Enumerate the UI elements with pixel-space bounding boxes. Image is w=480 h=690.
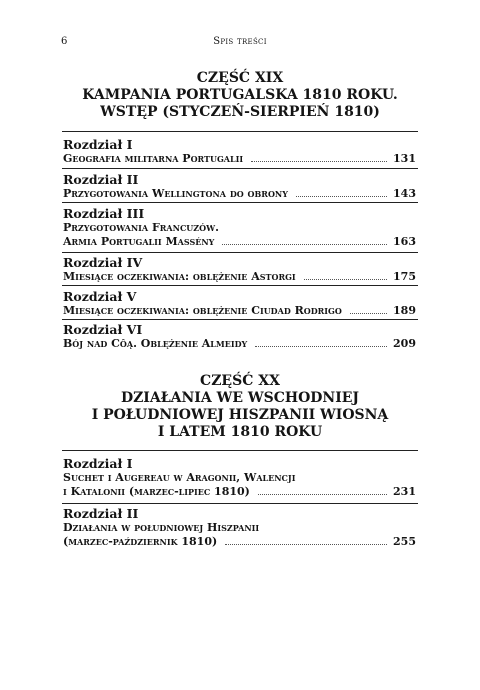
leader-dots (296, 196, 387, 197)
leader-dots (222, 244, 387, 245)
part-label: CZĘŚĆ XIX (196, 70, 284, 86)
toc-entry[interactable] (63, 255, 416, 284)
divider (62, 319, 418, 320)
toc-entry[interactable] (63, 172, 416, 201)
chapter-label: Rozdział IV (63, 255, 143, 270)
toc-entry[interactable] (63, 506, 416, 549)
leader-dots (255, 346, 387, 347)
chapter-label: Rozdział II (63, 172, 139, 187)
divider (62, 202, 418, 203)
page-ref: 189 (393, 304, 416, 317)
toc-entry[interactable] (63, 289, 416, 318)
chapter-label: Rozdział VI (63, 322, 143, 337)
toc-entry[interactable] (63, 137, 416, 166)
part-heading (0, 373, 480, 441)
toc-entry[interactable] (63, 322, 416, 351)
chapter-label: Rozdział V (63, 289, 137, 304)
chapter-title: Działania w południowej Hiszpanii (63, 521, 260, 534)
leader-dots (350, 313, 387, 314)
chapter-title: Bój nad Côą. Oblężenie Almeidy (63, 337, 248, 350)
leader-dots (225, 544, 387, 545)
part-title-line: I LATEM 1810 ROKU (157, 424, 323, 440)
leader-dots (304, 279, 387, 280)
page-ref: 131 (393, 152, 416, 165)
chapter-label: Rozdział I (63, 137, 133, 152)
page-ref: 209 (393, 337, 416, 350)
page-ref: 231 (393, 485, 416, 498)
toc-entry[interactable] (63, 206, 416, 249)
running-title: Spis treści (213, 36, 267, 47)
divider (62, 131, 418, 132)
part-title-line: DZIAŁANIA WE WSCHODNIEJ (120, 390, 360, 406)
toc-entry[interactable] (63, 456, 416, 499)
page-ref: 163 (393, 235, 416, 248)
chapter-title: Suchet i Augereau w Aragonii, Walencji (63, 471, 296, 484)
chapter-title: Geografia militarna Portugalii (63, 152, 244, 165)
leader-dots (258, 494, 387, 495)
chapter-label: Rozdział I (63, 456, 133, 471)
chapter-title: Przygotowania Francuzów. (63, 221, 219, 234)
chapter-title: Miesiące oczekiwania: oblężenie Ciudad Rodrigo (63, 304, 342, 317)
part-title-line: KAMPANIA PORTUGALSKA 1810 ROKU. (82, 87, 398, 103)
part-heading (0, 70, 480, 121)
divider (62, 168, 418, 169)
divider (62, 285, 418, 286)
chapter-label: Rozdział III (63, 206, 145, 221)
divider (62, 503, 418, 504)
chapter-title: (marzec-październik 1810) (63, 535, 218, 548)
part-title-line: I POŁUDNIOWEJ HISZPANII WIOSNĄ (91, 407, 389, 423)
chapter-title: Miesiące oczekiwania: oblężenie Astorgi (63, 270, 296, 283)
page-ref: 143 (393, 187, 416, 200)
chapter-title: Przygotowania Wellingtona do obrony (63, 187, 288, 200)
leader-dots (251, 161, 387, 162)
chapter-label: Rozdział II (63, 506, 139, 521)
chapter-title: Armia Portugalii Massény (63, 235, 215, 248)
part-label: CZĘŚĆ XX (200, 373, 280, 389)
chapter-title: i Katalonii (marzec-lipiec 1810) (63, 485, 250, 498)
page-ref: 175 (393, 270, 416, 283)
part-title-line: WSTĘP (STYCZEŃ-SIERPIEŃ 1810) (100, 104, 380, 120)
divider (62, 450, 418, 451)
divider (62, 252, 418, 253)
page-number: 6 (61, 36, 68, 47)
page-ref: 255 (393, 535, 416, 548)
